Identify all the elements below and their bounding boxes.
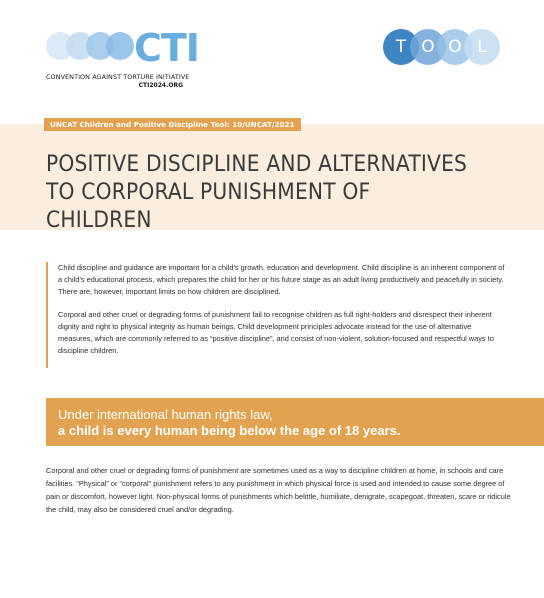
body-paragraph: Corporal and other cruel or degrading forms of punishment are sometimes used as a way to discipline children at home, in schools and care facilities. “Physical” or “corporal” punishment refers to any punishment in which physical force is used and intended to cause some degree of pain or discomfort, however light. Non-physical forms of punishments which belittle, humiliate, denigrate, scapegoat, threaten, scare or ridicule the child, may also be considered cruel and/or degrading.: [46, 466, 511, 514]
title-line-1: POSITIVE DISCIPLINE AND ALTERNATIVES: [46, 152, 468, 177]
tool-badge: [383, 29, 501, 65]
cti-logo: [46, 26, 206, 94]
highlight-line-1: Under international human rights law,: [58, 407, 273, 422]
document-title: [46, 151, 478, 235]
logo-organization-name: CONVENTION AGAINST TORTURE INITIATIVE: [46, 73, 190, 81]
title-line-2: TO CORPORAL PUNISHMENT OF CHILDREN: [46, 180, 371, 233]
tool-letter-circle: L: [464, 29, 500, 65]
intro-paragraph-1: Child discipline and guidance are important for a child’s growth, education and development. Child discipline is an inherent component of a child’s educational process, which prepares the child for her or his future stage as an adult living productively and peacefully in society. There are, however, important limits on how children are disciplined.: [58, 263, 505, 296]
tool-letter-circle: O: [410, 29, 446, 65]
highlight-line-2: a child is every human being below the age of 18 years.: [58, 423, 401, 438]
logo-circles-icon: [46, 30, 146, 70]
tool-letter-circle: O: [437, 29, 473, 65]
intro-paragraph-2: Corporal and other cruel or degrading forms of punishment fail to recognise children as full right-holders and disrespect their inherent dignity and right to physical integrity as human beings. Child development principles advocate instead for the use of alternative measures, which are commonly referred to as “positive discipline”, and consist of non-violent, solution-focused and respectful ways to discipline children.: [58, 310, 494, 355]
intro-section: [46, 262, 506, 368]
logo-url: CTI2024.ORG: [138, 82, 183, 89]
highlight-callout: [46, 398, 544, 446]
logo-wordmark: CTI: [134, 26, 199, 70]
tool-letter-circle: T: [383, 29, 419, 65]
reference-label: UNCAT Children and Positive Discipline Tool: 10/UNCAT/2021: [44, 118, 301, 131]
